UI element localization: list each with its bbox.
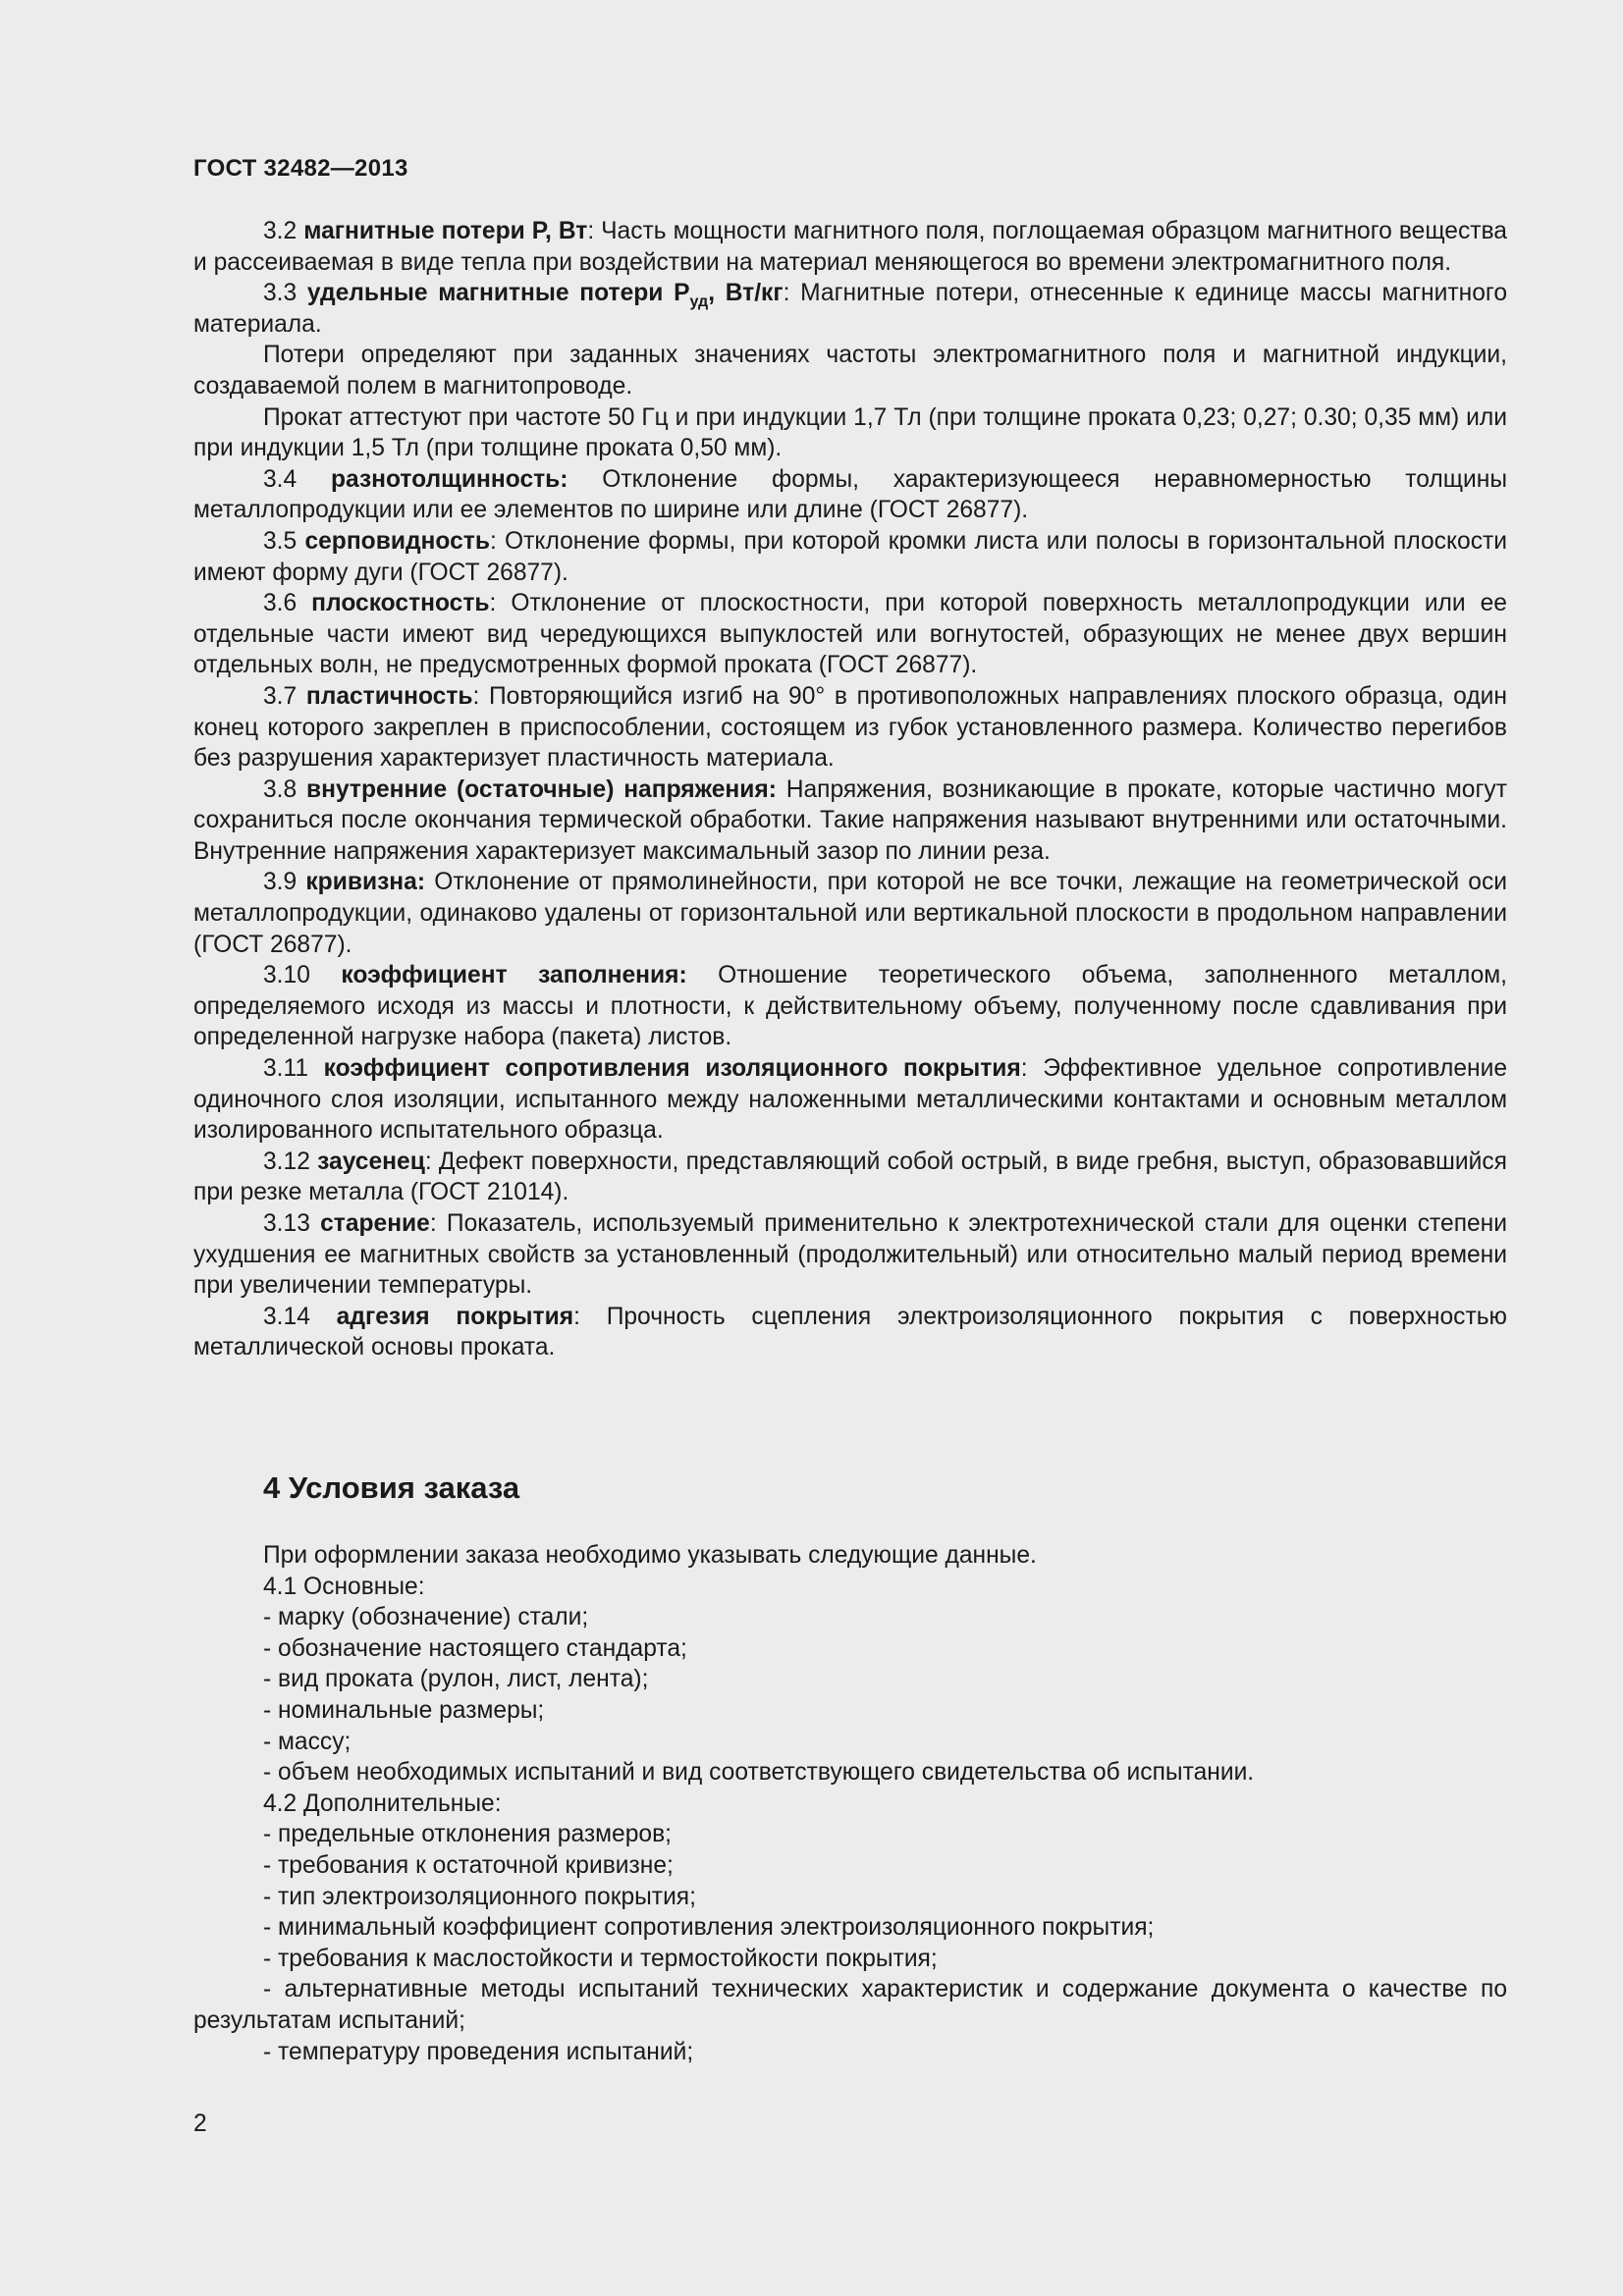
definition-paragraph [193,464,1507,526]
section-title: 4 Условия заказа [263,1470,520,1505]
definition-paragraph [193,526,1507,588]
definition-text: Прокат аттестуют при частоте 50 Гц и при индукции 1,7 Тл (при толщине проката 0,23; 0,27; 0.30; 0,35 мм) или при индукции 1,5 Тл (при толщине проката 0,50 мм). [193,403,1507,462]
definition-text: : Прочность сцепления электроизоляционного покрытия с поверхностью металлической основы проката. [193,1303,1507,1362]
order-line: - объем необходимых испытаний и вид соответствующего свидетельства об испытании. [263,1759,1255,1787]
definitions-section [193,216,1507,1363]
order-line: - требования к маслостойкости и термостойкости покрытия; [263,1945,938,1972]
clause-number: 3.6 [263,590,312,617]
clause-number: 3.13 [263,1210,321,1237]
term-unit: , Вт/кг [708,280,784,307]
term: кривизна: [305,869,426,896]
order-line: - температуру проведения испытаний; [263,2038,694,2065]
clause-number: 3.5 [263,527,305,555]
definition-text: Потери определяют при заданных значениях частоты электромагнитного поля и магнитной индукции, создаваемой полем в магнитопроводе. [193,342,1507,400]
definition-paragraph [193,1302,1507,1363]
order-line: 4.2 Дополнительные: [263,1789,502,1817]
order-line: - номинальные размеры; [263,1696,545,1724]
order-line: - требования к остаточной кривизне; [263,1851,674,1879]
definition-text: : Дефект поверхности, представляющий собой острый, в виде гребня, выступ, образовавшийся при резке металла (ГОСТ 21014). [193,1148,1507,1206]
definition-paragraph [193,278,1507,340]
clause-number: 3.7 [263,682,306,710]
order-conditions [193,1540,1507,2067]
clause-number: 3.12 [263,1148,318,1175]
term: пластичность [305,682,473,710]
order-line: - тип электроизоляционного покрытия; [263,1883,696,1910]
term: коэффициент заполнения: [341,962,687,989]
definition-paragraph [193,1147,1507,1208]
clause-number: 3.3 [263,280,307,307]
clause-number: 3.2 [263,218,304,244]
clause-number: 3.10 [263,962,342,989]
definition-paragraph [193,960,1507,1053]
order-line: - вид проката (рулон, лист, лента); [263,1666,649,1693]
definition-paragraph [193,681,1507,774]
definition-text: : Показатель, используемый применительно к электротехнической стали для оценки степени ухудшения ее магнитных свойств за установленный (продолжительный) или относительно малый период времени при увеличении температуры. [193,1210,1508,1300]
term: внутренние (остаточные) напряжения: [305,775,777,803]
order-line: - массу; [263,1728,352,1755]
term: серповидность [304,527,490,555]
definition-paragraph [193,1053,1507,1147]
term: удельные магнитные потери P [306,280,690,307]
term: адгезия покрытия [336,1303,574,1330]
standard-header: ГОСТ 32482—2013 [193,155,408,182]
definition-text: : Повторяющийся изгиб на 90° в противоположных направлениях плоского образца, один конец которого закреплен в приспособлении, состоящем из губок установленного размера. Количество перегибов без разрушения характеризует пластичность материала. [193,682,1507,773]
order-line: - минимальный коэффициент сопротивления электроизоляционного покрытия; [263,1914,1155,1942]
term: заусенец [317,1148,425,1175]
definition-paragraph [193,402,1507,464]
definition-paragraph [193,774,1507,868]
definition-text: : Магнитные потери, отнесенные к единице массы магнитного материала. [193,280,1507,338]
definition-text: Отклонение от прямолинейности, при которой не все точки, лежащие на геометрической оси металлопродукции, одинаково удалены от горизонтальной или вертикальной плоскости в продольном направлении (ГОСТ 26877). [193,869,1507,958]
order-line: - обозначение настоящего стандарта; [263,1634,687,1662]
definition-text: Отклонение формы, характеризующееся неравномерностью толщины металлопродукции или ее элементов по ширине или длине (ГОСТ 26877). [193,465,1508,524]
definition-paragraph [193,588,1507,681]
term: плоскостность [311,590,490,617]
term: коэффициент сопротивления изоляционного покрытия [323,1055,1021,1083]
order-line: - альтернативные методы испытаний технических характеристик и содержание документа о качестве по результатам испытаний; [193,1976,1507,2034]
definition-text: : Отклонение формы, при которой кромки листа или полосы в горизонтальной плоскости имеют форму дуги (ГОСТ 26877). [193,527,1507,586]
clause-number: 3.9 [263,869,306,896]
order-line: 4.1 Основные: [263,1573,425,1600]
term-subscript: уд [689,294,709,311]
clause-number: 3.14 [263,1303,337,1330]
term: магнитные потери P, Вт [303,218,588,244]
order-line: - марку (обозначение) стали; [263,1604,589,1631]
definition-paragraph [193,1208,1507,1302]
definition-paragraph [193,867,1507,960]
term: старение [320,1210,430,1237]
page-number: 2 [193,2110,207,2137]
order-line: - предельные отклонения размеров; [263,1821,672,1848]
definition-text: : Эффективное удельное сопротивление одиночного слоя изоляции, испытанного между наложенными металлическими контактами и основным металлом изолированного испытательного образца. [193,1055,1508,1145]
clause-number: 3.4 [263,465,331,493]
definition-paragraph [193,216,1507,278]
definition-text: Напряжения, возникающие в прокате, которые частично могут сохраниться после окончания термической обработки. Такие напряжения называют внутренними или остаточными. Внутренние напряжения характеризует максимальный зазор по линии реза. [193,775,1507,865]
clause-number: 3.8 [263,775,306,803]
definition-text: : Часть мощности магнитного поля, поглощаемая образцом магнитного вещества и рассеиваемая в виде тепла при воздействии на материал меняющегося во времени электромагнитного поля. [193,218,1507,276]
definition-text: Отношение теоретического объема, заполненного металлом, определяемого исходя из массы и плотности, к действительному объему, полученному после сдавливания при определенной нагрузке набора (пакета) листов. [193,962,1507,1051]
clause-number: 3.11 [263,1055,324,1083]
term: разнотолщинность: [330,465,568,493]
definition-text: : Отклонение от плоскостности, при которой поверхность металлопродукции или ее отдельные части имеют вид чередующихся выпуклостей или вогнутостей, образующих не менее двух вершин отдельных волн, не предусмотренных формой проката (ГОСТ 26877). [193,590,1507,679]
definition-paragraph [193,340,1507,401]
order-line: При оформлении заказа необходимо указывать следующие данные. [263,1542,1037,1569]
